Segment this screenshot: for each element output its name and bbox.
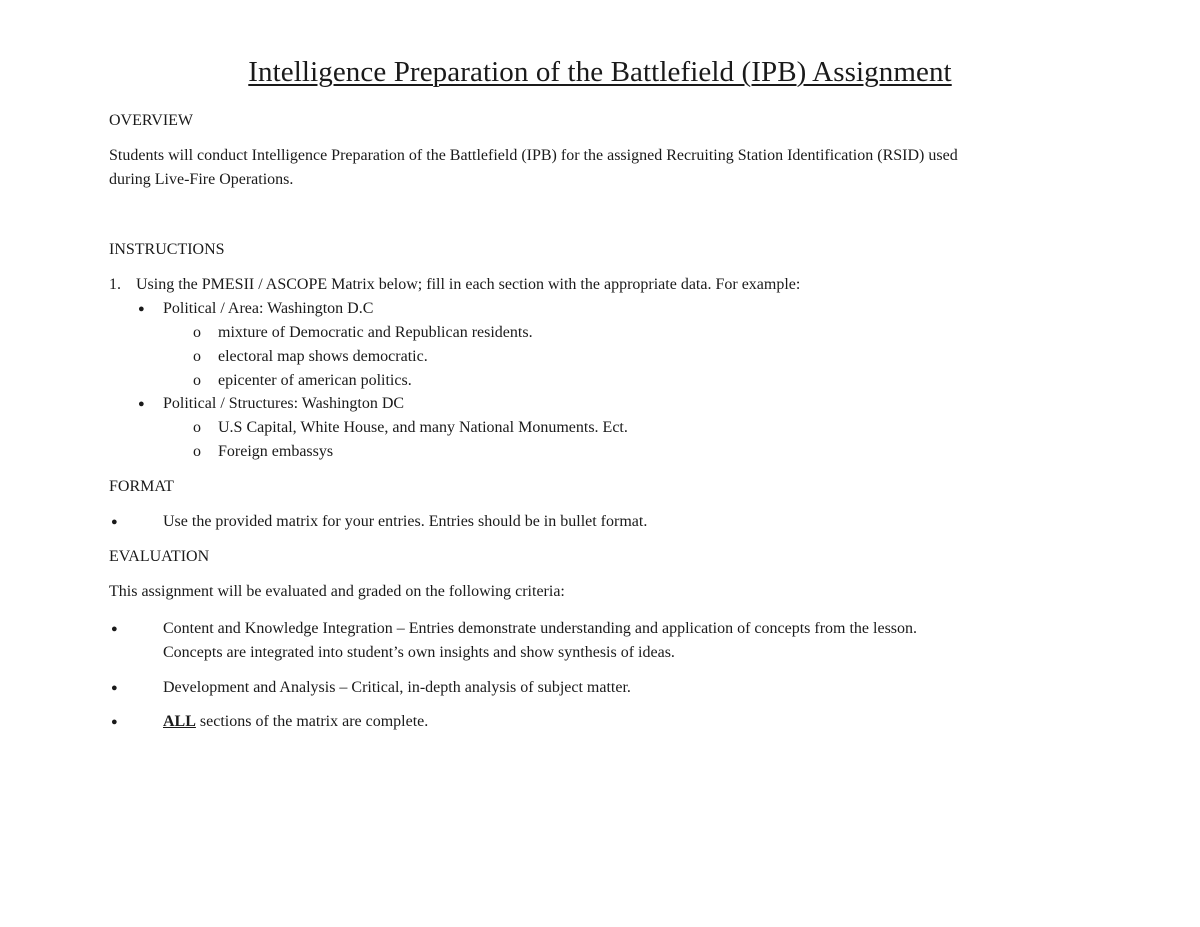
bullet-icon: ● xyxy=(111,716,118,728)
criterion-emphasis: ALL xyxy=(163,713,196,730)
hollow-bullet-icon: o xyxy=(193,372,201,389)
overview-heading: OVERVIEW xyxy=(109,112,194,129)
format-heading: FORMAT xyxy=(109,478,174,495)
criterion-development-analysis: Development and Analysis – Critical, in-depth analysis of subject matter. xyxy=(163,679,631,696)
overview-text-line-1: Students will conduct Intelligence Preparation of the Battlefield (IPB) for the assigned Recruiting Station Identification (RSID) used xyxy=(109,147,958,164)
evaluation-heading: EVALUATION xyxy=(109,548,210,565)
criterion-content-knowledge-line-2: Concepts are integrated into student’s own insights and show synthesis of ideas. xyxy=(163,644,675,661)
bullet-icon: ● xyxy=(111,623,118,635)
hollow-bullet-icon: o xyxy=(193,419,201,436)
example-detail: epicenter of american politics. xyxy=(218,372,412,389)
example-label-political-area: Political / Area: Washington D.C xyxy=(163,300,374,317)
instruction-number: 1. xyxy=(109,276,121,293)
criterion-all-sections xyxy=(163,710,428,734)
example-detail: mixture of Democratic and Republican residents. xyxy=(218,324,533,341)
hollow-bullet-icon: o xyxy=(193,324,201,341)
example-detail: Foreign embassys xyxy=(218,443,334,460)
bullet-icon: ● xyxy=(111,516,118,528)
example-detail: U.S Capital, White House, and many National Monuments. Ect. xyxy=(218,419,628,436)
hollow-bullet-icon: o xyxy=(193,443,201,460)
bullet-icon: ● xyxy=(138,303,145,315)
evaluation-intro: This assignment will be evaluated and graded on the following criteria: xyxy=(109,583,565,600)
document-title: Intelligence Preparation of the Battlefield (IPB) Assignment xyxy=(248,56,952,88)
example-detail: electoral map shows democratic. xyxy=(218,348,428,365)
example-label-political-structures: Political / Structures: Washington DC xyxy=(163,395,405,412)
instructions-heading: INSTRUCTIONS xyxy=(109,241,225,258)
overview-text-line-2: during Live-Fire Operations. xyxy=(109,171,294,188)
bullet-icon: ● xyxy=(138,398,145,410)
bullet-icon: ● xyxy=(111,682,118,694)
format-bullet-text: Use the provided matrix for your entries. Entries should be in bullet format. xyxy=(163,513,648,530)
instruction-text: Using the PMESII / ASCOPE Matrix below; fill in each section with the appropriate data. For example: xyxy=(136,276,801,293)
criterion-content-knowledge-line-1: Content and Knowledge Integration – Entries demonstrate understanding and application of concepts from the lesson. xyxy=(163,620,918,637)
criterion-rest: sections of the matrix are complete. xyxy=(195,713,429,730)
hollow-bullet-icon: o xyxy=(193,348,201,365)
